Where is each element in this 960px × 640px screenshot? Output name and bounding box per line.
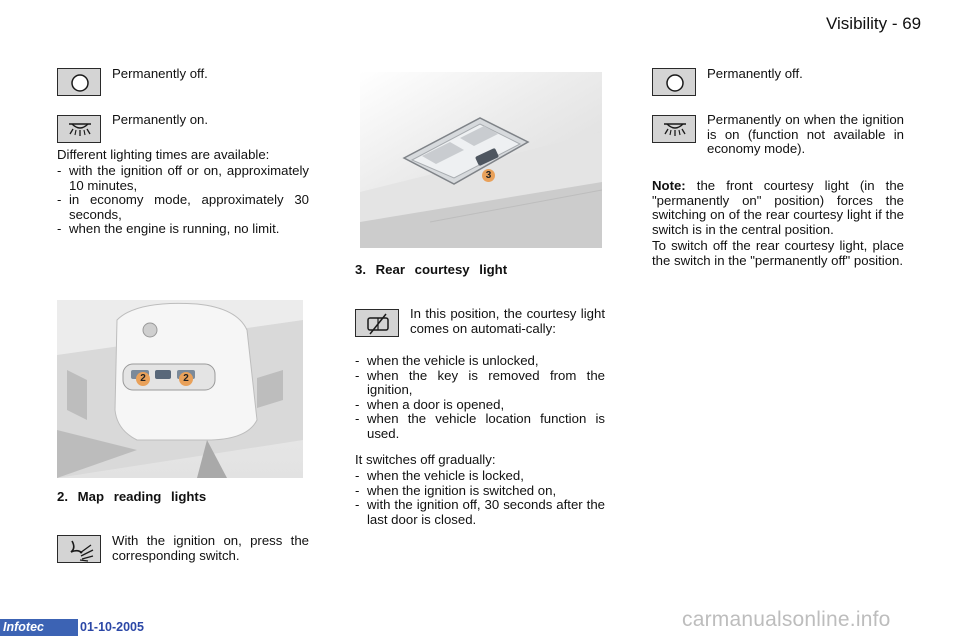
callout-badge: 3 — [482, 169, 495, 182]
list-item: - when the vehicle location function is used. — [355, 411, 605, 441]
switch-off-icon — [57, 68, 101, 96]
map-reading-lights-text: With the ignition on, press the corresponding switch. — [112, 533, 309, 563]
map-reading-lights-heading: 2. Map reading lights — [57, 489, 207, 504]
automatic-mode-text: In this position, the courtesy light comes on automati-cally: — [410, 306, 605, 336]
switches-off-list — [355, 469, 605, 527]
map-reading-lights-photo — [57, 300, 303, 478]
comes-on-list — [355, 354, 605, 441]
rear-switch-off-icon — [652, 68, 696, 96]
list-item: - when the vehicle is locked, — [355, 468, 524, 483]
list-item: - with the ignition off or on, approximately 10 minutes, — [57, 163, 309, 193]
note-paragraph — [652, 179, 904, 237]
note-text: the front courtesy light (in the "permanently on" position) forces the switching on of the rear courtesy light if the switch is in the central position. — [652, 178, 904, 237]
map-lights-illustration — [57, 300, 303, 478]
courtesy-light-icon — [58, 116, 102, 144]
callout-badge: 2 — [179, 372, 193, 386]
door-light-icon — [356, 310, 400, 338]
list-item: - when the key is removed from the ignition, — [355, 367, 605, 397]
switch-on-icon — [57, 115, 101, 143]
list-item: - with the ignition off, 30 seconds after the last door is closed. — [355, 497, 605, 527]
switch-off-instruction: To switch off the rear courtesy light, place the switch in the "permanently off" position. — [652, 238, 904, 268]
map-light-icon — [58, 536, 102, 564]
infotec-logo: Infotec — [0, 619, 78, 636]
list-item: - in economy mode, approximately 30 seconds, — [57, 192, 309, 222]
rear-switch-on-icon — [652, 115, 696, 143]
print-date: 01-10-2005 — [80, 620, 144, 634]
list-item: - when a door is opened, — [355, 396, 505, 412]
rear-courtesy-light-photo — [360, 72, 602, 248]
automatic-switch-icon — [355, 309, 399, 337]
rear-light-illustration — [360, 72, 602, 248]
circle-icon — [653, 69, 697, 97]
watermark: carmanualsonline.info — [682, 608, 891, 631]
callout-badge: 2 — [136, 372, 150, 386]
lighting-times-list — [57, 164, 309, 237]
lighting-times-intro: Different lighting times are available: — [57, 147, 270, 162]
list-item: - when the engine is running, no limit. — [57, 221, 280, 236]
page-title: Visibility - 69 — [826, 14, 922, 33]
rear-courtesy-light-heading: 3. Rear courtesy light — [355, 262, 508, 277]
list-item: - when the ignition is switched on, — [355, 482, 557, 498]
note-label: Note: — [652, 178, 686, 193]
map-light-switch-icon — [57, 535, 101, 563]
rear-switch-on-label: Permanently on when the ignition is on (function not available in economy mode). — [707, 112, 904, 156]
switch-off-label: Permanently off. — [112, 66, 208, 81]
circle-icon — [58, 69, 102, 97]
list-item: - when the vehicle is unlocked, — [355, 353, 539, 368]
courtesy-light-icon — [653, 116, 697, 144]
switches-off-intro: It switches off gradually: — [355, 452, 496, 467]
rear-switch-off-label: Permanently off. — [707, 66, 803, 81]
switch-on-label: Permanently on. — [112, 112, 209, 127]
